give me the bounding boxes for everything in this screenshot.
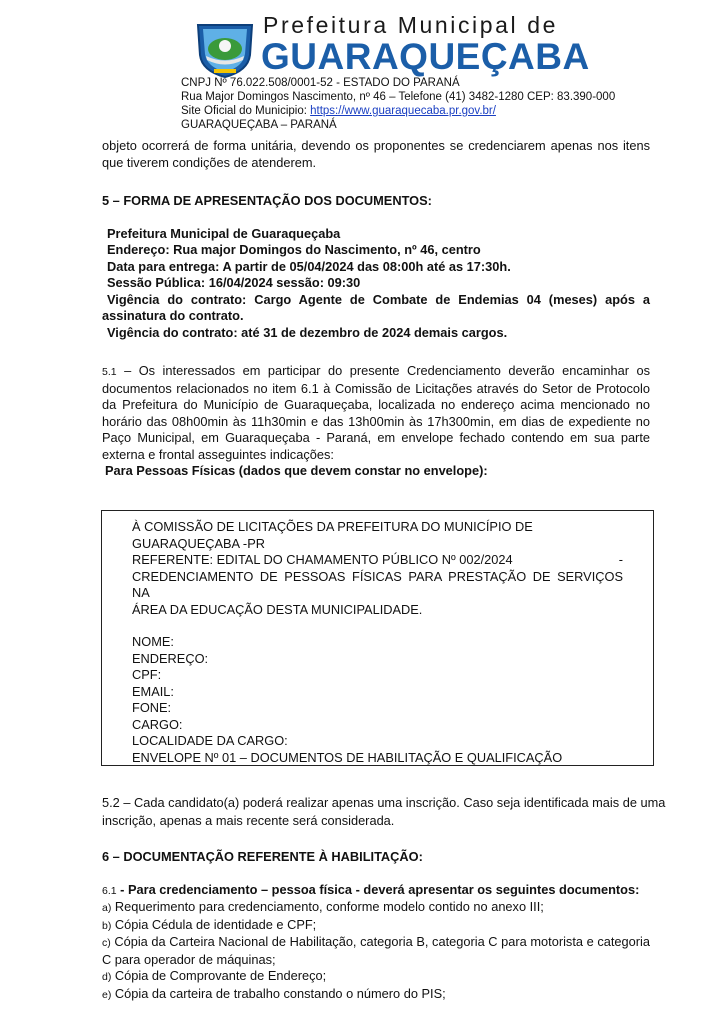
paragraph-5-2: 5.2 – Cada candidato(a) poderá realizar apenas uma inscrição. Caso seja identificada mais de uma inscrição, apenas a mais recente será considerada.	[102, 795, 666, 828]
info-line: Vigência do contrato: até 31 de dezembro de 2024 demais cargos.	[107, 324, 508, 340]
header-site-label: Site Oficial do Municipio:	[181, 105, 311, 117]
list-item: b) Cópia Cédula de identidade e CPF;	[102, 916, 317, 932]
list-item: d) Cópia de Comprovante de Endereço;	[102, 968, 327, 983]
info-line: Vigência do contrato: Cargo Agente de Combate de Endemias 04 (meses) após a assinatura do contrato.	[102, 291, 650, 323]
envelope-box	[101, 510, 654, 766]
info-line: Sessão Pública: 16/04/2024 sessão: 09:30	[107, 275, 361, 290]
document-body	[102, 138, 650, 480]
info-line: Data para entrega: A partir de 05/04/2024 das 08:00h até as 17:30h.	[107, 258, 511, 274]
list-item: e) Cópia da carteira de trabalho constando o número do PIS;	[102, 985, 446, 1001]
delivery-info	[102, 226, 650, 342]
envelope-field: LOCALIDADE DA CARGO:	[132, 733, 288, 748]
section-6-title: 6 – DOCUMENTAÇÃO REFERENTE À HABILITAÇÃO:	[102, 849, 423, 864]
info-line: Prefeitura Municipal de Guaraqueçaba	[107, 225, 341, 241]
envelope-line: À COMISSÃO DE LICITAÇÕES DA PREFEITURA DO MUNICÍPIO DE GUARAQUEÇABA -PR	[132, 519, 533, 551]
paragraph-5-1-subtitle: Para Pessoas Físicas (dados que devem constar no envelope):	[105, 463, 488, 478]
paragraph-5-1-number: 5.1	[102, 366, 117, 378]
header-city: GUARAQUEÇABA – PARANÁ	[181, 119, 337, 131]
letterhead	[0, 0, 723, 135]
envelope-field: NOME:	[132, 634, 174, 649]
paragraph-6-1: 6.1 - Para credenciamento – pessoa física - deverá apresentar os seguintes documentos:	[102, 881, 640, 897]
section-5-title: 5 – FORMA DE APRESENTAÇÃO DOS DOCUMENTOS:	[102, 193, 432, 208]
header-site-link[interactable]: https://www.guaraquecaba.pr.gov.br/	[310, 105, 496, 117]
envelope-field: CARGO:	[132, 716, 183, 732]
documents-list	[102, 882, 650, 1004]
header-title-city: GUARAQUEÇABA	[261, 36, 590, 77]
envelope-line: REFERENTE: EDITAL DO CHAMAMENTO PÚBLICO Nº 002/2024 -	[132, 552, 623, 567]
list-item: c) Cópia da Carteira Nacional de Habilitação, categoria B, categoria C para motorista e categoria C para operador de máquinas;	[102, 934, 650, 967]
document-body-continued	[102, 794, 680, 1003]
municipal-crest-icon	[192, 19, 258, 79]
list-item: a) Requerimento para credenciamento, conforme modelo contido no anexo III;	[102, 899, 544, 914]
envelope-field: EMAIL:	[132, 683, 174, 699]
envelope-field: ENDEREÇO:	[132, 650, 209, 666]
intro-paragraph: objeto ocorrerá de forma unitária, devendo os proponentes se credenciarem apenas nos itens que tiverem condições de atenderem.	[102, 138, 650, 170]
envelope-field: ENVELOPE Nº 01 – DOCUMENTOS DE HABILITAÇÃO E QUALIFICAÇÃO	[132, 749, 563, 765]
paragraph-5-1	[102, 363, 650, 463]
envelope-line: ÁREA DA EDUCAÇÃO DESTA MUNICIPALIDADE.	[132, 601, 423, 617]
header-address: Rua Major Domingos Nascimento, nº 46 – Telefone (41) 3482-1280 CEP: 83.390-000	[181, 91, 616, 103]
envelope-field: CPF:	[132, 667, 162, 682]
header-title-line1: Prefeitura Municipal de	[263, 12, 559, 38]
info-line: Endereço: Rua major Domingos do Nascimento, nº 46, centro	[107, 242, 481, 257]
header-cnpj: CNPJ Nº 76.022.508/0001-52 - ESTADO DO PARANÁ	[181, 77, 460, 89]
paragraph-5-1-text: – Os interessados em participar do presente Credenciamento deverão encaminhar os documentos relacionados no item 6.1 à Comissão de Licitações através do Setor de Protocolo da Prefeitura do Município de Guaraqueçaba, localizada no endereço acima mencionado no horário das 08h00min às 11h30min e das 13h00min às 17h300min, em dias de expediente no Paço Municipal, em Guaraqueçaba - Paraná, em envelope fechado contendo em sua parte externa e frontal asseguintes indicações:	[102, 363, 651, 462]
envelope-field: FONE:	[132, 700, 172, 715]
envelope-line: CREDENCIAMENTO DE PESSOAS FÍSICAS PARA PRESTAÇÃO DE SERVIÇOS NA	[132, 568, 623, 600]
header-site	[181, 105, 496, 117]
